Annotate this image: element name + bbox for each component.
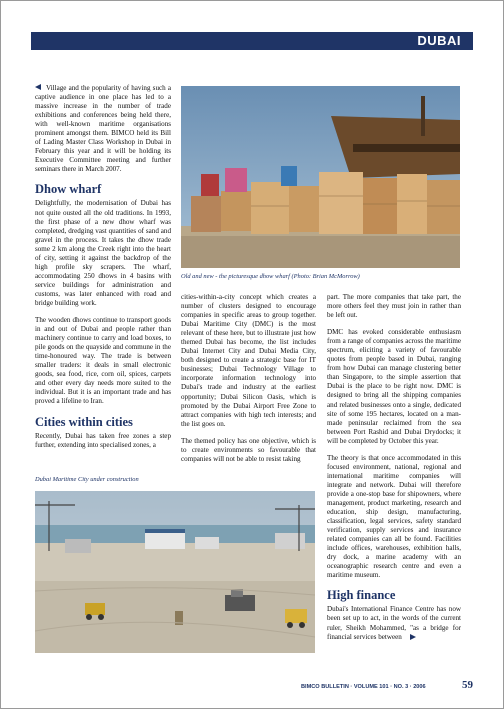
right-paragraph-3: The theory is that once accommodated in this focused environment, national, regional and international maritime companies will integrate and network. Dubai will therefore provide a one-stop base for shipowners, where management, product marketing, research and education, ship design, manufacturing, classification, legal services, safety standard verification, supply services and insurance related companies can all be found. Facilities include offices, warehouses, exhibition halls, dry dock, a marine academy with an oceanographic research centre and even a maritime museum. (327, 453, 461, 580)
middle-paragraph-1: cities-within-a-city concept which creates a number of clusters designed to encourage companies in specific areas to group together. Dubai Maritime City (DMC) is the most relevant of these here, but to illustrate just how themed Dubai has become, the list includes Dubai Internet City and Dubai Media City, both designed to create a strategic base for IT businesses; Dubai Technology Village to incorporate information technology into Dubai's trade and industry at the earliest opportunity; Dubai Silicon Oasis, which is promoted by the Dubai Airport Free Zone to attract companies with high tech interests; and the list goes on. (181, 293, 316, 428)
dhow-paragraph-1: Delightfully, the modernisation of Dubai has not quite ousted all the old traditions. In 1993, the first phase of a new dhow wharf was completed, dredging vast quantities of sand and gravel in the process. It takes the dhow trade some 2 km along the Creek right into the heart of city, setting it against the backdrop of the high profile sky scrapers. The wharf, accommodating 250 dhows in 4 basins with service buildings for administration and customs, was later enhanced with road and bridge building work. (35, 199, 171, 307)
left-column (35, 84, 171, 458)
right-paragraph-2: DMC has evoked considerable enthusiasm from a range of companies across the maritime spectrum, eliciting a variety of favourable quotes from people based in Dubai, ranging from how Dubai can manage clustering better than Singapore, to the simple assertion that Dubai is the place to be right now. DMC is designed to bring all the shipping companies and related businesses onto a single, dedicated site of some 195 hectares, located on a man-made peninsular reclaimed from the sea between Port Rashid and Dubai Drydocks; it will be completed by October this year. (327, 328, 461, 445)
issue-line: BIMCO BULLETIN · VOLUME 101 · NO. 3 · 2006 (301, 684, 426, 690)
middle-column (181, 293, 316, 472)
page-number: 59 (462, 679, 473, 691)
bottom-photo-caption: Dubai Maritime City under construction (35, 476, 139, 483)
middle-paragraph-2: The themed policy has one objective, which is to create environments so favourable that companies will not be able to resist taking (181, 436, 316, 463)
heading-dhow-wharf: Dhow wharf (35, 182, 102, 197)
intro-paragraph: Village and the popularity of having such a captive audience in one place has led to a massive increase in the number of trade exhibitions and conferences being held there, with well-known maritime organisations prominent amongst them. BIMCO held its Bill of Lading Master Class Workshop in Dubai in February this year and it will be holding its Executive Committee meeting and further seminars there in March 2007. (35, 84, 171, 174)
continued-arrow-icon (35, 84, 41, 90)
continues-arrow-icon (410, 634, 416, 640)
heading-cities-within-cities: Cities within cities (35, 414, 133, 429)
dhow-wharf-photo (181, 86, 460, 268)
dhow-wharf-image (181, 86, 460, 268)
section-title: DUBAI (417, 33, 461, 48)
section-header-bar (31, 32, 473, 50)
right-paragraph-4: Dubai's International Finance Centre has now been set up to act, in the words of the current ruler, Sheikh Mohammed, "as a bridge for financial services between (327, 605, 461, 641)
page-footer (301, 679, 473, 695)
maritime-city-image (35, 491, 315, 653)
top-photo-caption: Old and new - the picturesque dhow wharf (Photo: Brian McMorrow) (181, 273, 360, 280)
dhow-paragraph-2: The wooden dhows continue to transport goods in and out of Dubai and people rather than machinery continue to carry and load boxes, to pile goods on the quayside and commune in the time-honoured way. The trade is between smaller traders: it deals in small electronic goods, sea food, rice, corn oil, spices, carpets and other every day needs more suited to the individual. But it is an important trade and has proved a lifeline to Iran. (35, 316, 171, 406)
cities-paragraph: Recently, Dubai has taken free zones a step further, extending into specialised zones, a (35, 431, 171, 449)
right-paragraph-1: part. The more companies that take part, the more others feel they must join in rather than be left out. (327, 293, 461, 320)
heading-high-finance: High finance (327, 588, 396, 603)
right-column (327, 293, 461, 650)
maritime-city-photo (35, 491, 315, 653)
